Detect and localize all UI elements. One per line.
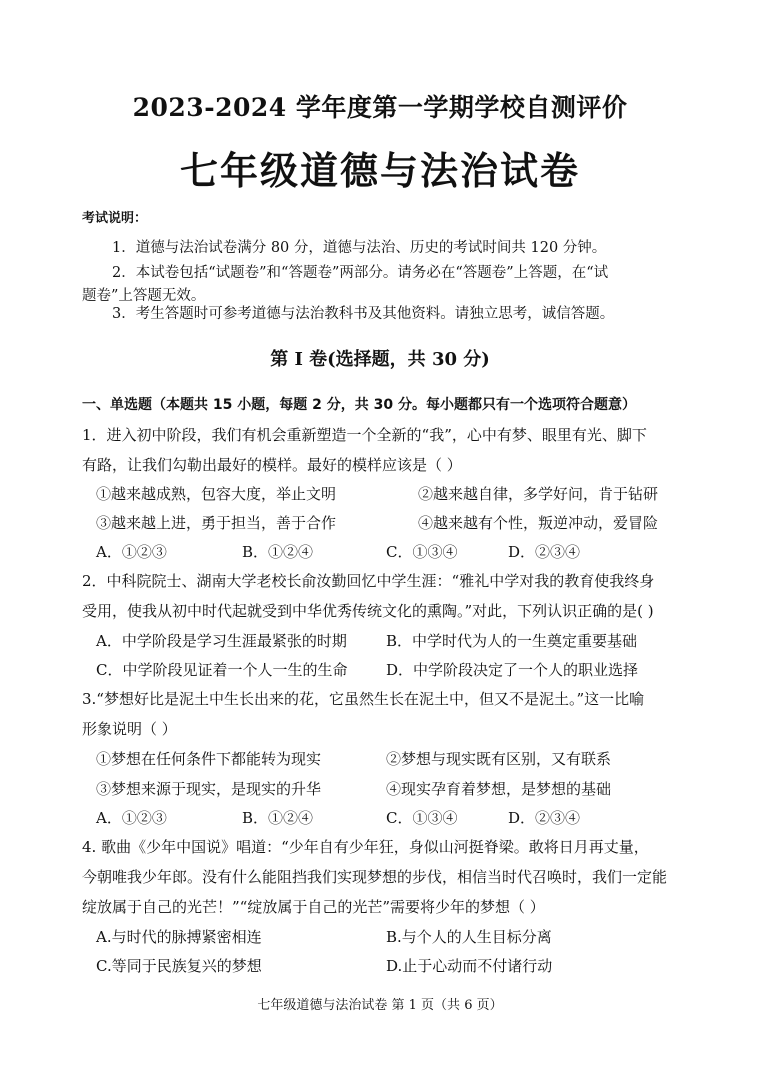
instruction-item: 3．考生答题时可参考道德与法治教科书及其他资料。请独立思考，诚信答题。 (112, 306, 615, 322)
question-1-statement: ④越来越有个性，叛逆冲动，爱冒险 (418, 514, 659, 532)
question-1-option-b[interactable]: B．①②④ (242, 543, 314, 561)
question-3-stem: 形象说明（ ） (82, 720, 177, 738)
question-3-option-b[interactable]: B．①②④ (242, 809, 314, 827)
page-footer: 七年级道德与法治试卷 第 1 页（共 6 页） (257, 998, 503, 1013)
question-3-option-d[interactable]: D．②③④ (508, 809, 581, 827)
question-1-stem: 1．进入初中阶段，我们有机会重新塑造一个全新的“我”，心中有梦、眼里有光、脚下 (82, 426, 647, 444)
question-1-option-d[interactable]: D．②③④ (508, 543, 581, 561)
question-4-option-b[interactable]: B.与个人的人生目标分离 (386, 928, 552, 946)
section-title: 第 I 卷(选择题，共 30 分) (270, 349, 490, 370)
question-1-statement: ①越来越成熟，包容大度，举止文明 (96, 485, 337, 503)
question-4-option-d[interactable]: D.止于心动而不付诸行动 (386, 957, 553, 975)
title-line-1: 2023-2024 学年度第一学期学校自测评价 (132, 93, 628, 122)
question-4-option-a[interactable]: A.与时代的脉搏紧密相连 (96, 928, 262, 946)
question-3-stem: 3.“梦想好比是泥土中生长出来的花，它虽然生长在泥土中，但又不是泥土。”这一比喻 (82, 690, 645, 708)
instruction-item: 1．道德与法治试卷满分 80 分，道德与法治、历史的考试时间共 120 分钟。 (112, 240, 607, 256)
instructions-heading: 考试说明： (82, 211, 148, 226)
question-4-stem: 4. 歌曲《少年中国说》唱道：“少年自有少年狂，身似山河挺脊梁。敢将日月再丈量， (82, 838, 649, 856)
question-1-stem: 有路，让我们勾勒出最好的模样。最好的模样应该是（ ） (82, 456, 462, 474)
question-type-heading: 一、单选题（本题共 15 小题，每题 2 分，共 30 分。每小题都只有一个选项符合题意） (82, 397, 636, 413)
question-3-statement: ③梦想来源于现实，是现实的升华 (96, 780, 322, 798)
question-3-option-a[interactable]: A．①②③ (96, 809, 167, 827)
question-3-statement: ②梦想与现实既有区别，又有联系 (386, 750, 612, 768)
question-2-stem: 受用，使我从初中时代起就受到中华优秀传统文化的熏陶。”对此，下列认识正确的是( ) (82, 602, 654, 620)
question-2-option-a[interactable]: A．中学阶段是学习生涯最紧张的时期 (96, 632, 347, 650)
instruction-item: 2．本试卷包括“试题卷”和“答题卷”两部分。请务必在“答题卷”上答题，在“试 (112, 265, 609, 281)
question-3-statement: ①梦想在任何条件下都能转为现实 (96, 750, 322, 768)
question-1-option-a[interactable]: A．①②③ (96, 543, 167, 561)
question-2-option-d[interactable]: D．中学阶段决定了一个人的职业选择 (386, 661, 639, 679)
question-3-option-c[interactable]: C．①③④ (386, 809, 458, 827)
question-2-option-c[interactable]: C．中学阶段见证着一个人一生的生命 (96, 661, 348, 679)
question-1-option-c[interactable]: C．①③④ (386, 543, 458, 561)
question-4-stem: 绽放属于自己的光芒！”“绽放属于自己的光芒”需要将少年的梦想（ ） (82, 898, 545, 916)
question-2-option-b[interactable]: B．中学时代为人的一生奠定重要基础 (386, 632, 638, 650)
question-4-stem: 今朝唯我少年郎。没有什么能阻挡我们实现梦想的步伐，相信当时代召唤时，我们一定能 (82, 868, 668, 886)
question-1-statement: ③越来越上进，勇于担当，善于合作 (96, 514, 337, 532)
instruction-item: 题卷”上答题无效。 (82, 288, 206, 304)
question-1-statement: ②越来越自律，多学好问，肯于钻研 (418, 485, 659, 503)
question-4-option-c[interactable]: C.等同于民族复兴的梦想 (96, 957, 262, 975)
question-2-stem: 2．中科院院士、湖南大学老校长俞汝勤回忆中学生涯：“雅礼中学对我的教育使我终身 (82, 572, 655, 590)
question-3-statement: ④现实孕育着梦想，是梦想的基础 (386, 780, 612, 798)
title-line-2: 七年级道德与法治试卷 (179, 148, 580, 193)
